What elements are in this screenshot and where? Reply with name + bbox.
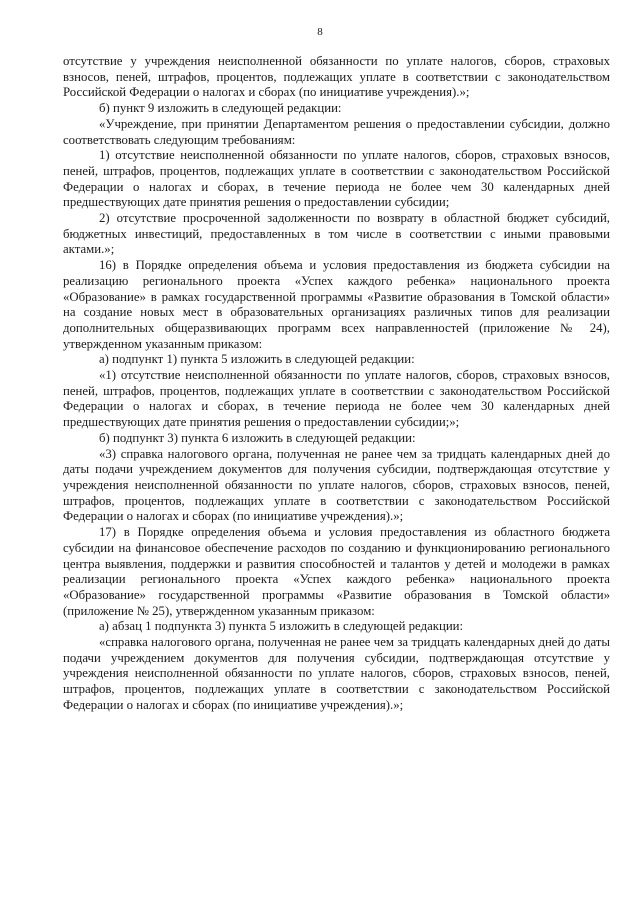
paragraph-requirement-2: 2) отсутствие просроченной задолженности по возврату в областной бюджет субсидий, бюджетных инвестиций, предоставленных в том числе в соответствии с иными правовыми актами.»; [63,211,610,257]
page-number: 8 [317,26,323,38]
paragraph-item-17-a: а) абзац 1 подпункта 3) пункта 5 изложить в следующей редакции: [99,619,464,634]
paragraph-item-16-a-text: «1) отсутствие неисполненной обязанности по уплате налогов, сборов, страховых взносов, пеней, штрафов, процентов, подлежащих уплате в соответствии с законодательством Российской Федерации о налогах и сборах, в течение периода не более чем 30 календарных дней предшествующих дате принятия решения о предоставлении субсидии;»; [63,368,610,430]
paragraph-item-16-a: а) подпункт 1) пункта 5 изложить в следующей редакции: [99,352,415,367]
paragraph-item-16-b-text: «3) справка налогового органа, полученная не ранее чем за тридцать календарных дней до даты подачи учреждением документов для получения субсидии, подтверждающая отсутствие у учреждения неисполненной обязанности по уплате налогов, сборов, страховых взносов, пеней, штрафов, процентов, подлежащих уплате в соответствии с законодательством Российской Федерации о налогах и сборах (по инициативе учреждения).»; [63,446,610,524]
paragraph-item-17: 17) в Порядке определения объема и условия предоставления из областного бюджета субсидии на финансовое обеспечение расходов по созданию и функционированию регионального центра выявления, поддержки и развития способностей и талантов у детей и молодежи в рамках реализации регионального проекта «Успех каждого ребенка» национального проекта «Образование» государственной программы «Развитие образования в Томской области» (приложение № 25), утвержденном указанным приказом: [63,525,610,618]
paragraph-item-16-b: б) подпункт 3) пункта 6 изложить в следующей редакции: [99,430,416,445]
paragraph-continuation: отсутствие у учреждения неисполненной обязанности по уплате налогов, сборов, страховых взносов, пеней, штрафов, процентов, подлежащих уплате в соответствии с законодательством Российской Федерации о налогах и сборах (по инициативе учреждения).»; [63,54,610,100]
document-body [63,54,610,714]
paragraph-item-17-a-text: «справка налогового органа, полученная не ранее чем за тридцать календарных дней до даты подачи учреждением документов для получения субсидии, подтверждающая отсутствие у учреждения неисполненной обязанности по уплате налогов, сборов, страховых взносов, пеней, штрафов, процентов, подлежащих уплате в соответствии с законодательством Российской Федерации о налогах и сборах (по инициативе учреждения).»; [63,635,610,712]
paragraph-item-16: 16) в Порядке определения объема и условия предоставления из бюджета субсидии на реализацию регионального проекта «Успех каждого ребенка» национального проекта «Образование» в рамках государственной программы «Развитие образования в Томской области» на создание новых мест в образовательных организациях различных типов для реализации дополнительных общеразвивающих программ всех направленностей (приложение № 24), утвержденном указанным приказом: [63,258,610,351]
paragraph-requirement-1: 1) отсутствие неисполненной обязанности по уплате налогов, сборов, страховых взносов, пеней, штрафов, процентов, подлежащих уплате в соответствии с законодательством Российской Федерации о налогах и сборах, в течение периода не более чем 30 календарных дней предшествующих дате принятия решения о предоставлении субсидии; [63,148,610,210]
paragraph-quote-requirements: «Учреждение, при принятии Департаментом решения о предоставлении субсидии, должно соответствовать следующим требованиям: [63,116,610,147]
paragraph-item-b-point-9: б) пункт 9 изложить в следующей редакции: [99,101,342,116]
